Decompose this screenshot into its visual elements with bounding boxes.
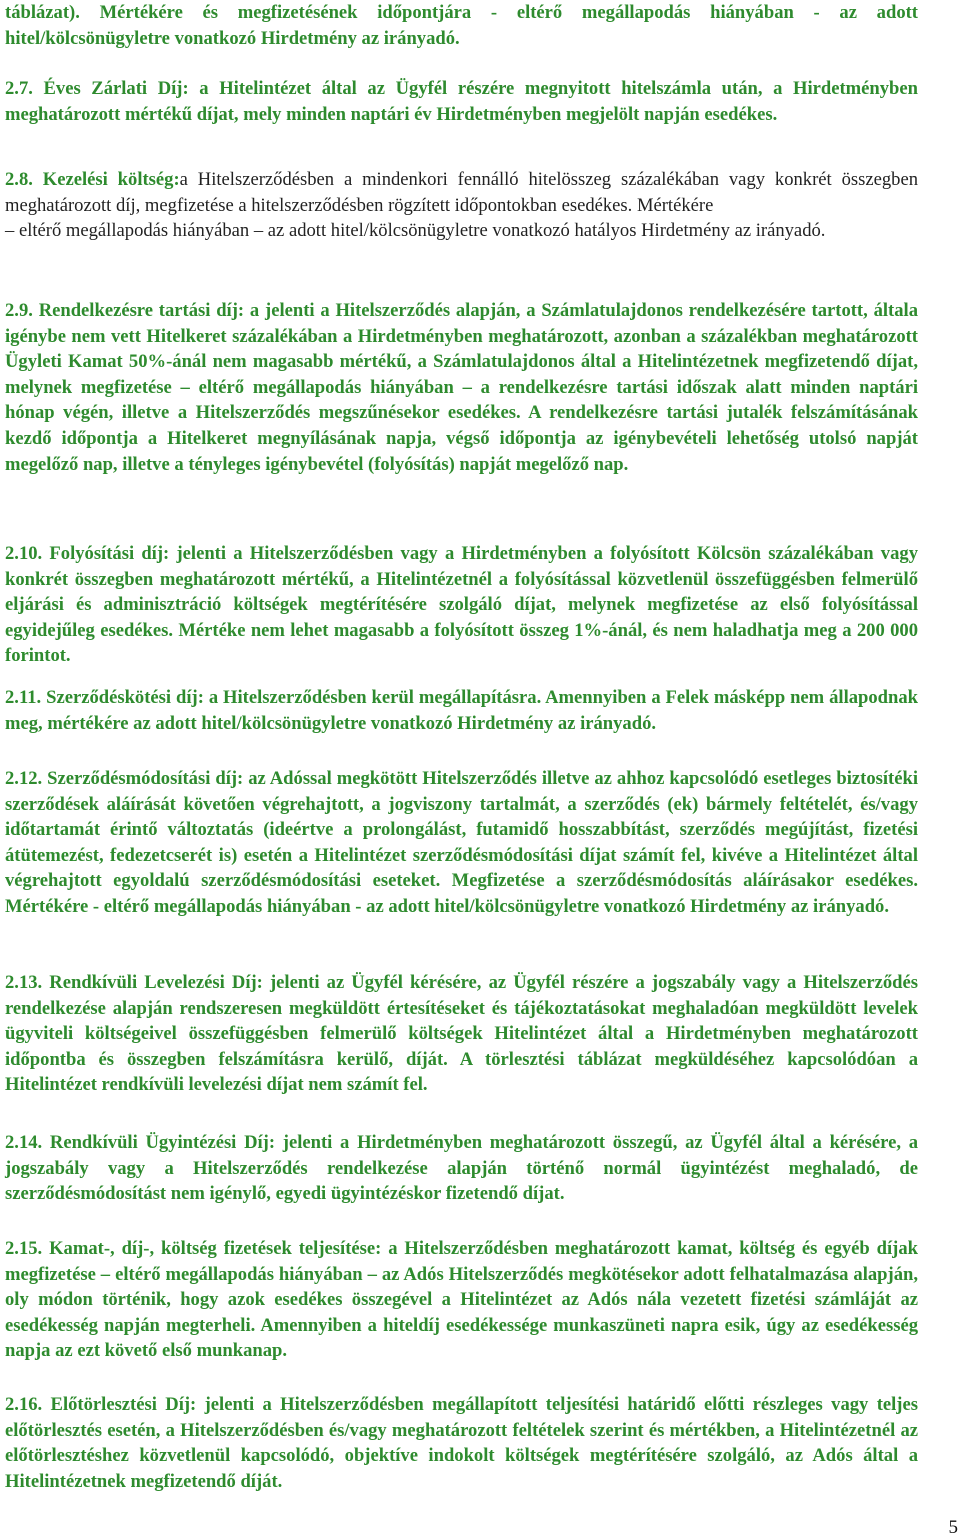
paragraph-2-8 xyxy=(5,167,918,244)
paragraph-2-16: 2.16. Előtörlesztési Díj: jelenti a Hitelszerződésben megállapított teljesítési határidő előtti részleges vagy teljes előtörlesztés esetén, a Hitelszerződésben és/vagy meghatározott feltételek szerint és mértékben, a Hitelintézetnél az előtörlesztéshez közvetlenül kapcsolódó, objektíve indokolt költségek megtérítésére szolgáló, az Adós által a Hitelintézetnek megfizetendő díját. xyxy=(5,1394,918,1492)
paragraph-2-13: 2.13. Rendkívüli Levelezési Díj: jelenti az Ügyfél kérésére, az Ügyfél részére a jogszabály vagy a Hitelszerződés rendelkezése alapján rendszeresen megküldött értesítéseket és tájékoztatásokat meghaladóan megküldött levelek ügyviteli költségeivel összefüggésben felmerülő költségek Hitelintézet által a Hirdetményben meghatározott időpontba és összegben felszámításra kerülő, díját. A törlesztési táblázat megküldéséhez kapcsolódóan a Hitelintézet rendkívüli levelezési díjat nem számít fel. xyxy=(5,972,918,1096)
paragraph-2-14: 2.14. Rendkívüli Ügyintézési Díj: jelenti a Hirdetményben meghatározott összegű, az Ügyfél által a kérésére, a jogszabály vagy a Hitelszerződés rendelkezése alapján történő normál ügyintézést meghaladó, de szerződésmódosítást nem igénylő, egyedi ügyintézéskor fizetendő díjat. xyxy=(5,1132,918,1205)
paragraph-continuation: táblázat). Mértékére és megfizetésének időpontjára - eltérő megállapodás hiányában - az adott hitel/kölcsönügyletre vonatkozó Hirdetmény az irányadó. xyxy=(5,2,918,49)
paragraph-2-8-body xyxy=(5,167,918,218)
paragraph-2-11: 2.11. Szerződéskötési díj: a Hitelszerződésben kerül megállapításra. Amennyiben a Felek másképp nem állapodnak meg, mértékére az adott hitel/kölcsönügyletre vonatkozó Hirdetmény az irányadó. xyxy=(5,687,918,734)
paragraph-2-8-text-continued: – eltérő megállapodás hiányában – az adott hitel/kölcsönügyletre vonatkozó hatályos Hirdetmény az irányadó. xyxy=(5,220,826,242)
paragraph-2-15: 2.15. Kamat-, díj-, költség fizetések teljesítése: a Hitelszerződésben meghatározott kamat, költség és egyéb díjak megfizetése – eltérő megállapodás hiányában – az Adós Hitelszerződés megkötésekor adott felhatalmazása alapján, oly módon történik, hogy azok esedékes összegével a Hitelintézet az Adós nála vezetett fizetési számláját az esedékesség napján megterheli. Amennyiben a hiteldíj esedékessége munkaszüneti napra esik, úgy az esedékesség napja az ezt követő első munkanap. xyxy=(5,1238,918,1362)
paragraph-2-8-text: a Hitelszerződésben a mindenkori fennálló hitelösszeg százalékában vagy konkrét összegben meghatározott díj, megfizetése a hitelszerződésben rögzített időpontokban esedékes. Mértékére xyxy=(5,169,918,216)
page-number: 5 xyxy=(948,1517,958,1538)
paragraph-2-7: 2.7. Éves Zárlati Díj: a Hitelintézet által az Ügyfél részére megnyitott hitelszámla után, a Hirdetményben meghatározott mértékű díjat, mely minden naptári év Hirdetményben megjelölt napján esedékes. xyxy=(5,78,918,125)
paragraph-2-9: 2.9. Rendelkezésre tartási díj: a jelenti a Hitelszerződés alapján, a Számlatulajdonos rendelkezésére tartott, általa igénybe nem vett Hitelkeret százalékában a Hirdetményben meghatározott, azonban a százalékban meghatározott Ügyleti Kamat 50%-ánál nem magasabb mértékű, a Számlatulajdonos által a Hitelintézetnek megfizetendő díjat, melynek megfizetése – eltérő megállapodás hiányában – a rendelkezésre tartási időszak alatt minden naptári hónap végén, illetve a Hitelszerződés megszűnésekor esedékes. A rendelkezésre tartási jutalék felszámításának kezdő időpontja a Hitelkeret megnyílásának napja, végső időpontja az igénybevételi lehetőség utolsó napját megelőző nap, illetve a tényleges igénybevétel (folyósítás) napját megelőző nap. xyxy=(5,300,918,475)
paragraph-2-8-heading: 2.8. Kezelési költség: xyxy=(5,169,180,190)
paragraph-2-12: 2.12. Szerződésmódosítási díj: az Adóssal megkötött Hitelszerződés illetve az ahhoz kapcsolódó esetleges biztosítéki szerződések aláírását követően végrehajtott, a jogviszony tartalmát, a szerződés (ek) bármely feltételét, és/vagy időtartamát érintő változtatás (ideértve a prolongálást, futamidő hosszabbítást, szerződés megújítást, fizetési átütemezést, fedezetcserét is) esetén a Hitelintézet szerződésmódosítási díjat számít fel, kivéve a Hitelintézet által végrehajtott egyoldalú szerződésmódosítási eseteket. Megfizetése a szerződésmódosítás aláírásakor esedékes. Mértékére - eltérő megállapodás hiányában - az adott hitel/kölcsönügyletre vonatkozó Hirdetmény az irányadó. xyxy=(5,768,918,917)
paragraph-2-10: 2.10. Folyósítási díj: jelenti a Hitelszerződésben vagy a Hirdetményben a folyósított Kölcsön százalékában vagy konkrét összegben meghatározott mértékű, a Hitelintézetnél a folyósítással közvetlenül összefüggésben felmerülő eljárási és adminisztráció költségek megtérítésére szolgáló díjat, melynek megfizetése az első folyósítással egyidejűleg esedékes. Mértéke nem lehet magasabb a folyósított összeg 1%-ánál, és nem haladhatja meg a 200 000 forintot. xyxy=(5,543,918,667)
